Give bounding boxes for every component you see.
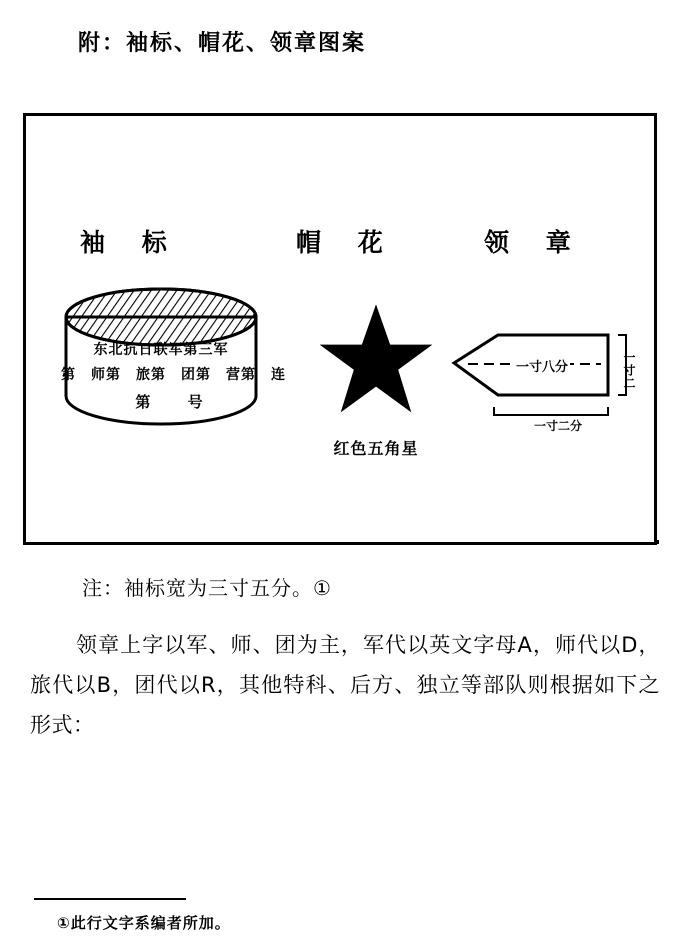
figure-frame: [23, 113, 657, 545]
footnote-divider: [34, 898, 186, 900]
collar-patch-drawing: [446, 321, 646, 451]
sleeve-badge-drawing: [61, 284, 286, 429]
sleeve-badge-line1: 东北抗日联军第三军: [93, 342, 229, 358]
collar-dim-right-label: 一寸二: [622, 351, 636, 390]
figure-label-collar: 领 章: [484, 228, 585, 257]
figure-note: 注：袖标宽为三寸五分。①: [82, 576, 332, 600]
sleeve-badge-line3: 第 号: [135, 393, 219, 411]
cap-star-caption: 红色五角星: [333, 439, 419, 458]
collar-dim-top-label: 一寸八分: [514, 356, 570, 375]
body-paragraph: 领章上字以军、师、团为主，军代以英文字母A，师代以D，旅代以B，团代以R，其他特科、后方、独立等部队则根据如下之形式：: [30, 633, 660, 737]
five-pointed-star-icon: [316, 302, 436, 422]
sleeve-badge-line2: 第 师第 旅第 团第 营第 连: [61, 367, 286, 383]
footnote-text: ①此行文字系编者所加。: [57, 914, 231, 932]
collar-dim-bottom-label: 一寸二分: [534, 419, 583, 433]
figure-label-sleeve: 袖 标: [80, 228, 181, 257]
figure-label-row: [26, 223, 654, 263]
figure-label-cap: 帽 花: [296, 228, 397, 257]
sleeve-badge-svg: [61, 284, 286, 429]
cap-star-drawing: [316, 302, 436, 422]
page-title: 附：袖标、帽花、领章图案: [78, 31, 367, 56]
